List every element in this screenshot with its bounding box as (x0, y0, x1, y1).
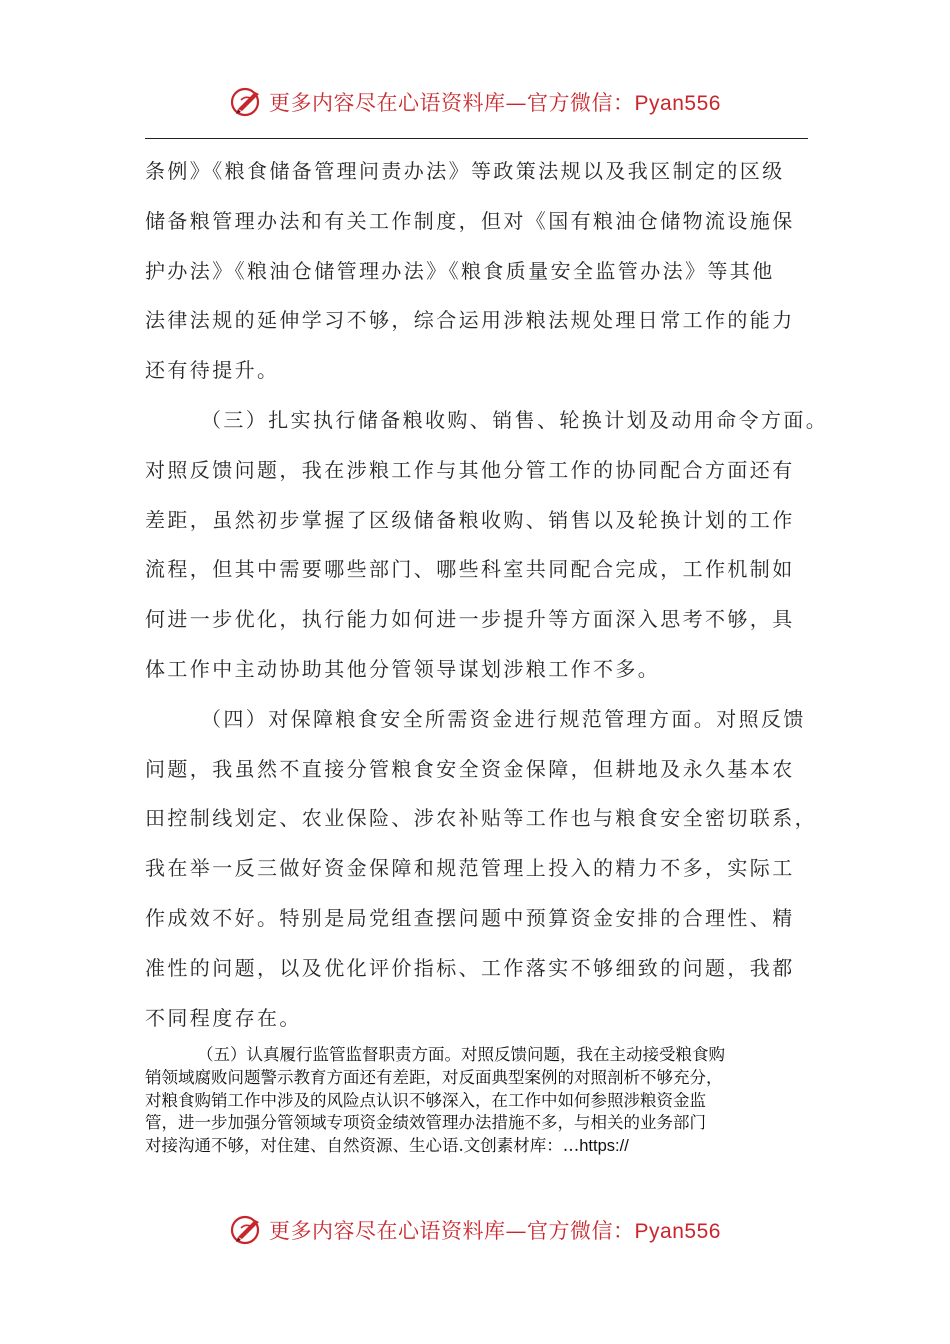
text-line: 差距，虽然初步掌握了区级储备粮收购、销售以及轮换计划的工作 (145, 507, 795, 532)
footer-banner-text: 更多内容尽在心语资料库—官方微信：Pyan556 (269, 1219, 721, 1243)
text-line: （四）对保障粮食安全所需资金进行规范管理方面。对照反馈 (201, 706, 806, 731)
text-line: （三）扎实执行储备粮收购、销售、轮换计划及动用命令方面。 (201, 407, 829, 432)
paragraph-3 (145, 695, 815, 1044)
text-line: 问题，我虽然不直接分管粮食安全资金保障，但耕地及永久基本农 (145, 756, 795, 781)
text-line: 对粮食购销工作中涉及的风险点认识不够深入，在工作中如何参照涉粮资金监 (145, 1090, 706, 1110)
text-line: 何进一步优化，执行能力如何进一步提升等方面深入思考不够，具 (145, 607, 795, 632)
text-line: （五）认真履行监管监督职责方面。对照反馈问题，我在主动接受粮食购 (197, 1045, 725, 1064)
text-line: 不同程度存在。 (145, 1005, 302, 1030)
text-line: 销领域腐败问题警示教育方面还有差距，对反面典型案例的对照剖析不够充分， (145, 1067, 723, 1087)
header-banner (0, 82, 950, 122)
text-line (145, 1135, 815, 1158)
text-line: 护办法》《粮油仓储管理办法》《粮食质量安全监管办法》等其他 (145, 258, 775, 283)
text-line: 法律法规的延伸学习不够，综合运用涉粮法规处理日常工作的能力 (145, 308, 795, 333)
header-rule (145, 138, 808, 139)
trailing-url: https:// (579, 1137, 629, 1156)
text-line: 对照反馈问题，我在涉粮工作与其他分管工作的协同配合方面还有 (145, 457, 795, 482)
text-line: 我在举一反三做好资金保障和规范管理上投入的精力不多，实际工 (145, 856, 795, 881)
paragraph-4 (145, 1044, 815, 1158)
paragraph-2 (145, 396, 829, 695)
document-body (145, 147, 829, 1043)
text-line: 准性的问题，以及优化评价指标、工作落实不够细致的问题，我都 (145, 955, 795, 980)
text-line: 条例》《粮食储备管理问责办法》等政策法规以及我区制定的区级 (145, 159, 785, 183)
header-wechat-id: Pyan556 (634, 92, 721, 115)
text-line-segment: 对接沟通不够，对住建、自然资源、生心语.文创素材库：… (145, 1136, 580, 1156)
text-line: 还有待提升。 (145, 358, 280, 383)
footer-wechat-id: Pyan556 (634, 1220, 721, 1243)
text-line: 田控制线划定、农业保险、涉农补贴等工作也与粮食安全密切联系， (145, 806, 817, 831)
footer-banner (0, 1210, 950, 1250)
pen-logo-icon (229, 1212, 265, 1248)
text-line: 体工作中主动协助其他分管领导谋划涉粮工作不多。 (145, 656, 661, 681)
text-line: 流程，但其中需要哪些部门、哪些科室共同配合完成，工作机制如 (145, 557, 795, 582)
paragraph-1 (145, 147, 815, 396)
text-line: 作成效不好。特别是局党组查摆问题中预算资金安排的合理性、精 (145, 905, 795, 930)
header-banner-text: 更多内容尽在心语资料库—官方微信：Pyan556 (269, 91, 721, 115)
text-line: 管，进一步加强分管领域专项资金绩效管理办法措施不多，与相关的业务部门 (145, 1113, 706, 1133)
pen-logo-icon (229, 84, 265, 120)
text-line: 储备粮管理办法和有关工作制度，但对《国有粮油仓储物流设施保 (145, 208, 795, 233)
